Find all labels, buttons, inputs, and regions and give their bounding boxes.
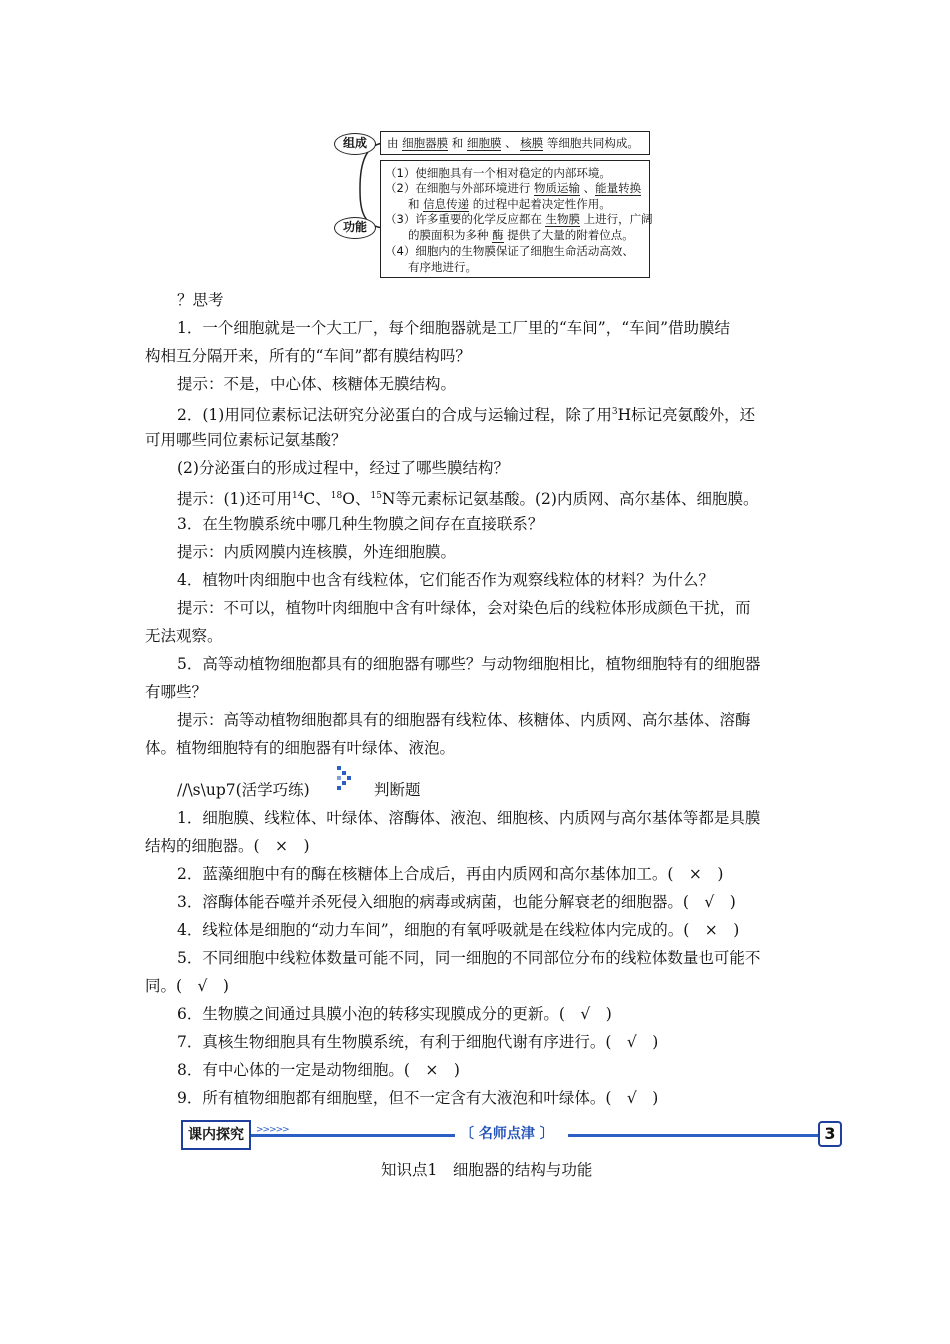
banner-label: 课内探究	[181, 1120, 251, 1150]
think-line: 无法观察。	[145, 627, 223, 645]
answer-blank: 信息传递	[423, 197, 470, 211]
banner-center-title: 〔 名师点津 〕	[460, 1126, 554, 1142]
function-line	[385, 165, 611, 181]
practice-line: 3．溶酶体能吞噬并杀死侵入细胞的病毒或病菌，也能分解衰老的细胞器。( √ )	[177, 893, 736, 911]
function-line	[385, 211, 653, 227]
think-heading: ？思考	[177, 291, 224, 309]
function-box	[380, 160, 653, 278]
banner-rule-right	[568, 1134, 818, 1137]
think-line: (2)分泌蛋白的形成过程中，经过了哪些膜结构？	[177, 459, 509, 477]
answer-blank: 能量转换	[595, 181, 642, 195]
composition-text	[387, 135, 639, 151]
composition-box	[380, 131, 650, 155]
diagram-text: 和	[448, 136, 467, 150]
section-title: 知识点1 细胞器的结构与功能	[381, 1161, 593, 1179]
answer-blank: 细胞膜	[466, 136, 502, 150]
diagram-text: 、	[501, 136, 521, 150]
function-line	[385, 180, 641, 196]
answer-blank: 物质运输	[533, 181, 580, 195]
practice-line: 8．有中心体的一定是动物细胞。( × )	[177, 1061, 460, 1079]
practice-line: 1．细胞膜、线粒体、叶绿体、溶酶体、液泡、细胞核、内质网与高尔基体等都是具膜	[177, 809, 761, 827]
function-line	[385, 243, 634, 259]
think-line: 5．高等动植物细胞都具有的细胞器有哪些？与动物细胞相比，植物细胞特有的细胞器	[177, 655, 761, 673]
double-chevron-icon: >>>>>	[256, 1125, 289, 1135]
function-line	[385, 196, 611, 212]
think-line: 构相互分隔开来，所有的“车间”都有膜结构吗？	[145, 347, 471, 365]
practice-line: 结构的细胞器。( × )	[145, 837, 310, 855]
answer-blank: 细胞器膜	[402, 136, 449, 150]
diagram-text: 上进行，广阔	[579, 212, 653, 226]
think-line: 体。植物细胞特有的细胞器有叶绿体、液泡。	[145, 739, 456, 757]
diagram-text: 、	[579, 181, 596, 195]
practice-title: 判断题	[374, 781, 421, 799]
diagram-text: 有序地进行。	[385, 260, 477, 274]
think-line: 可用哪些同位素标记氨基酸？	[145, 431, 347, 449]
practice-line: 7．真核生物细胞具有生物膜系统，有利于细胞代谢有序进行。( √ )	[177, 1033, 659, 1051]
practice-line: 同。( √ )	[145, 977, 229, 995]
think-line: 提示：(1)还可用$^{14}$C、$^{18}$O、$^{15}$N等元素标记氨基酸。(2)内质网、高尔基体、细胞膜。	[177, 490, 759, 509]
answer-blank: 核膜	[520, 136, 544, 150]
think-line: 1．一个细胞就是一个大工厂，每个细胞器就是工厂里的“车间”，“车间”借助膜结	[177, 319, 731, 337]
practice-line: 4．线粒体是细胞的“动力车间”，细胞的有氧呼吸就是在线粒体内完成的。( × )	[177, 921, 740, 939]
banner-number: 3	[818, 1121, 842, 1147]
function-line	[385, 227, 634, 243]
practice-line: 5．不同细胞中线粒体数量可能不同，同一细胞的不同部位分布的线粒体数量也可能不	[177, 949, 761, 967]
think-line: 提示：高等动植物细胞都具有的细胞器有线粒体、核糖体、内质网、高尔基体、溶酶	[177, 711, 751, 729]
think-line: 3．在生物膜系统中哪几种生物膜之间存在直接联系？	[177, 515, 544, 533]
chevron-arrows-icon	[333, 764, 355, 800]
function-line	[385, 259, 477, 275]
practice-line: 2．蓝藻细胞中有的酶在核糖体上合成后，再由内质网和高尔基体加工。( × )	[177, 865, 724, 883]
diagram-text: 的膜面积为多种	[385, 228, 493, 242]
diagram-text: （4）细胞内的生物膜保证了细胞生命活动高效、	[385, 244, 634, 258]
think-line: 提示：内质网膜内连核膜，外连细胞膜。	[177, 543, 457, 561]
answer-blank: 生物膜	[545, 212, 580, 226]
think-line: 提示：不是，中心体、核糖体无膜结构。	[177, 375, 457, 393]
diagram-text: 等细胞共同构成。	[543, 136, 639, 150]
diagram-text: （2）在细胞与外部环境进行	[385, 181, 534, 195]
think-line: 提示：不可以，植物叶肉细胞中含有叶绿体，会对染色后的线粒体形成颜色干扰，而	[177, 599, 751, 617]
diagram-text: 由	[387, 136, 403, 150]
diagram-text: 的过程中起着决定性作用。	[469, 197, 611, 211]
practice-line: 9．所有植物细胞都有细胞壁，但不一定含有大液泡和叶绿体。( √ )	[177, 1089, 659, 1107]
node-composition: 组成	[334, 133, 376, 155]
diagram-text: 提供了大量的附着位点。	[503, 228, 634, 242]
think-line: 4．植物叶肉细胞中也含有线粒体，它们能否作为观察线粒体的材料？为什么？	[177, 571, 714, 589]
practice-prefix: //\s\up7(活学巧练)	[177, 781, 310, 799]
diagram-text: （1）使细胞具有一个相对稳定的内部环境。	[385, 166, 611, 180]
diagram-text: （3）许多重要的化学反应都在	[385, 212, 546, 226]
answer-blank: 酶	[492, 228, 504, 242]
think-line: 有哪些？	[145, 683, 208, 701]
practice-line: 6．生物膜之间通过具膜小泡的转移实现膜成分的更新。( √ )	[177, 1005, 612, 1023]
node-function: 功能	[334, 217, 376, 239]
diagram-text: 和	[385, 197, 424, 211]
think-line: 2．(1)用同位素标记法研究分泌蛋白的合成与运输过程，除了用$^3$H标记亮氨酸外，还	[177, 406, 756, 425]
